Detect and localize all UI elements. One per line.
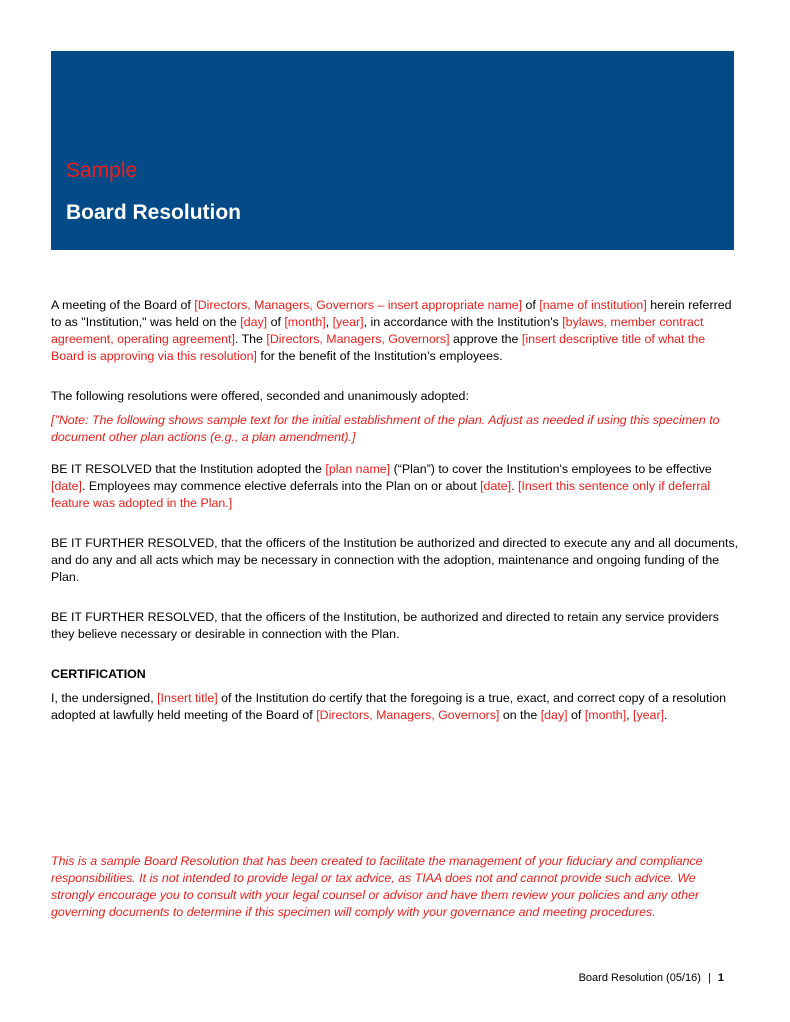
note-paragraph: ["Note: The following shows sample text for the initial establishment of the plan. Adjust as needed if using this specimen to document other plan actions (e.g., a plan amendment).] <box>51 413 720 444</box>
meeting-paragraph: A meeting of the Board of [Directors, Managers, Governors – insert appropriate name] of [name of institution] herein referred to as "Institution," was held on the [day] of [month], [year], in accordance with the Institution's [bylaws, member contract agreement, operating agreement]. The [Directors, Managers, Governors] approve the [insert descriptive title of what the Board is approving via this resolution] for the benefit of the Institution’s employees. <box>51 298 732 363</box>
certification-paragraph: I, the undersigned, [Insert title] of the Institution do certify that the foregoing is a true, exact, and correct copy of a resolution adopted at lawfully held meeting of the Board of [Directors, Managers, Governors] on the [day] of [month], [year]. <box>51 691 727 722</box>
disclaimer-paragraph: This is a sample Board Resolution that has been created to facilitate the management of your fiduciary and compliance responsibilities. It is not intended to provide legal or tax advice, as TIAA does not and cannot provide such advice. We strongly encourage you to consult with your legal counsel or advisor and have them review your policies and any other governing documents to determine if this specimen will comply with your governance and meeting procedures. <box>51 854 703 919</box>
footer-separator: | <box>707 972 711 984</box>
resolutions-intro: The following resolutions were offered, seconded and unanimously adopted: <box>51 389 469 403</box>
further-resolved-paragraph-2: BE IT FURTHER RESOLVED, that the officers of the Institution, be authorized and directed to retain any service providers they believe necessary or desirable in connection with the Plan. <box>51 610 719 641</box>
further-resolved-paragraph-1: BE IT FURTHER RESOLVED, that the officers of the Institution be authorized and directed to execute any and all documents, and do any and all acts which may be necessary in connection with the adoption, maintenance and ongoing funding of the Plan. <box>51 536 739 584</box>
sample-label: Sample <box>66 159 138 182</box>
certification-heading: CERTIFICATION <box>51 667 146 681</box>
header-banner <box>51 51 734 250</box>
resolved-paragraph: BE IT RESOLVED that the Institution adopted the [plan name] (“Plan”) to cover the Institution's employees to be effective [date]. Employees may commence elective deferrals into the Plan on or about [date]. [Insert this sentence only if deferral feature was adopted in the Plan.] <box>51 462 712 510</box>
document-title: Board Resolution <box>66 201 242 224</box>
page-number: 1 <box>717 972 724 984</box>
footer-label: Board Resolution (05/16) <box>578 972 701 984</box>
page-footer <box>579 972 724 984</box>
